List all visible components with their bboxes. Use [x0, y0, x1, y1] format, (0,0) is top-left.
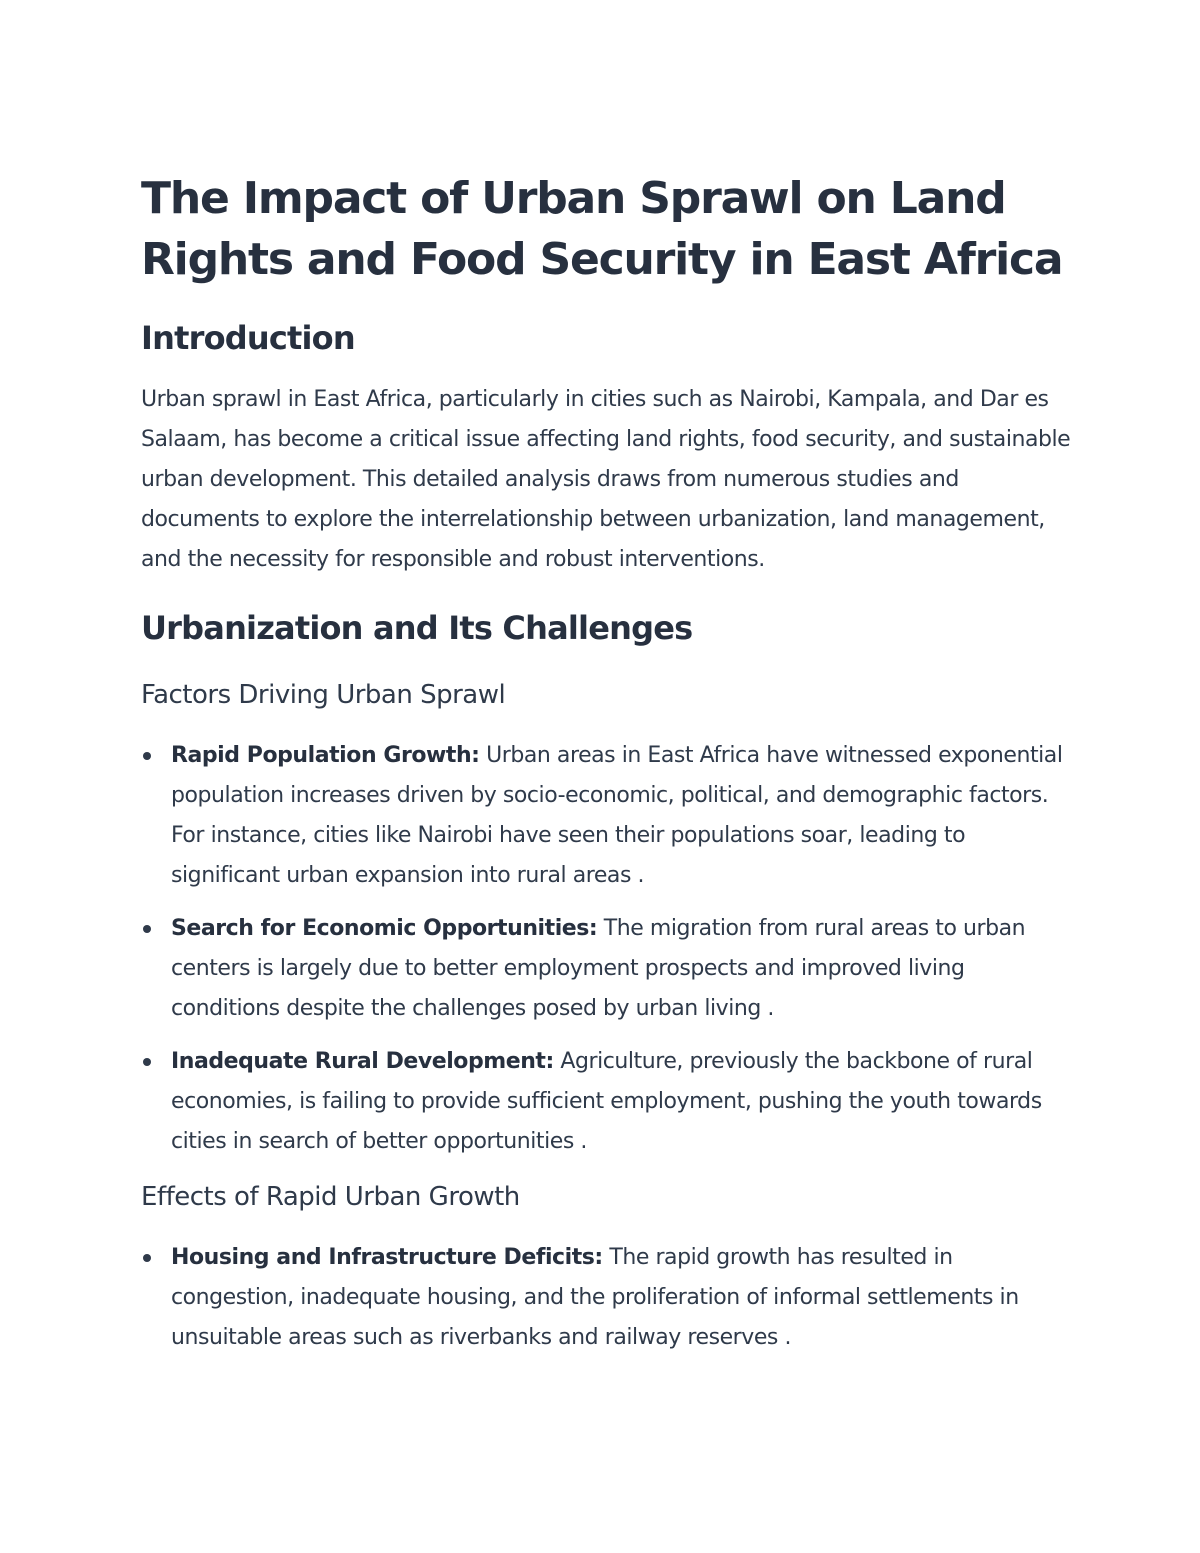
list-item-term: Housing and Infrastructure Deficits: — [171, 1245, 603, 1270]
bullet-icon — [143, 925, 151, 933]
list-item — [141, 1238, 1071, 1358]
bullet-icon — [143, 1254, 151, 1262]
list-item-term: Search for Economic Opportunities: — [171, 916, 598, 941]
effects-list — [141, 1238, 1071, 1358]
list-item-term: Rapid Population Growth: — [171, 743, 480, 768]
list-item-term: Inadequate Rural Development: — [171, 1049, 554, 1074]
list-item-text: Agriculture, previously the backbone of rural economies, is failing to provide sufficient employment, pushing the youth towards cities in search of better opportunities . — [171, 1049, 1042, 1154]
bullet-icon — [143, 752, 151, 760]
bullet-icon — [143, 1058, 151, 1066]
subsection-heading-factors: Factors Driving Urban Sprawl — [141, 680, 506, 710]
list-item-text: The rapid growth has resulted in congestion, inadequate housing, and the proliferation of informal settlements in unsuitable areas such as riverbanks and railway reserves . — [171, 1245, 1019, 1350]
subsection-heading-effects: Effects of Rapid Urban Growth — [141, 1182, 520, 1212]
section-heading-urbanization: Urbanization and Its Challenges — [141, 609, 693, 647]
list-item — [141, 1042, 1071, 1162]
list-item-text: Urban areas in East Africa have witnessed exponential population increases driven by socio-economic, political, and demographic factors. For instance, cities like Nairobi have seen their populations soar, leading to significant urban expansion into rural areas . — [171, 743, 1063, 888]
list-item — [141, 736, 1071, 896]
list-item — [141, 909, 1071, 1029]
document-title: The Impact of Urban Sprawl on Land Rights and Food Security in East Africa — [141, 173, 1063, 285]
section-heading-introduction: Introduction — [141, 319, 355, 357]
document-page — [141, 168, 1071, 1371]
introduction-paragraph: Urban sprawl in East Africa, particularly in cities such as Nairobi, Kampala, and Dar es Salaam, has become a critical issue affecting land rights, food security, and sustainable urban development. This detailed analysis draws from numerous studies and documents to explore the interrelationship between urbanization, land management, and the necessity for responsible and robust interventions. — [141, 387, 1071, 572]
list-item-text: The migration from rural areas to urban centers is largely due to better employment prospects and improved living conditions despite the challenges posed by urban living . — [171, 916, 1026, 1021]
factors-list — [141, 736, 1071, 1162]
